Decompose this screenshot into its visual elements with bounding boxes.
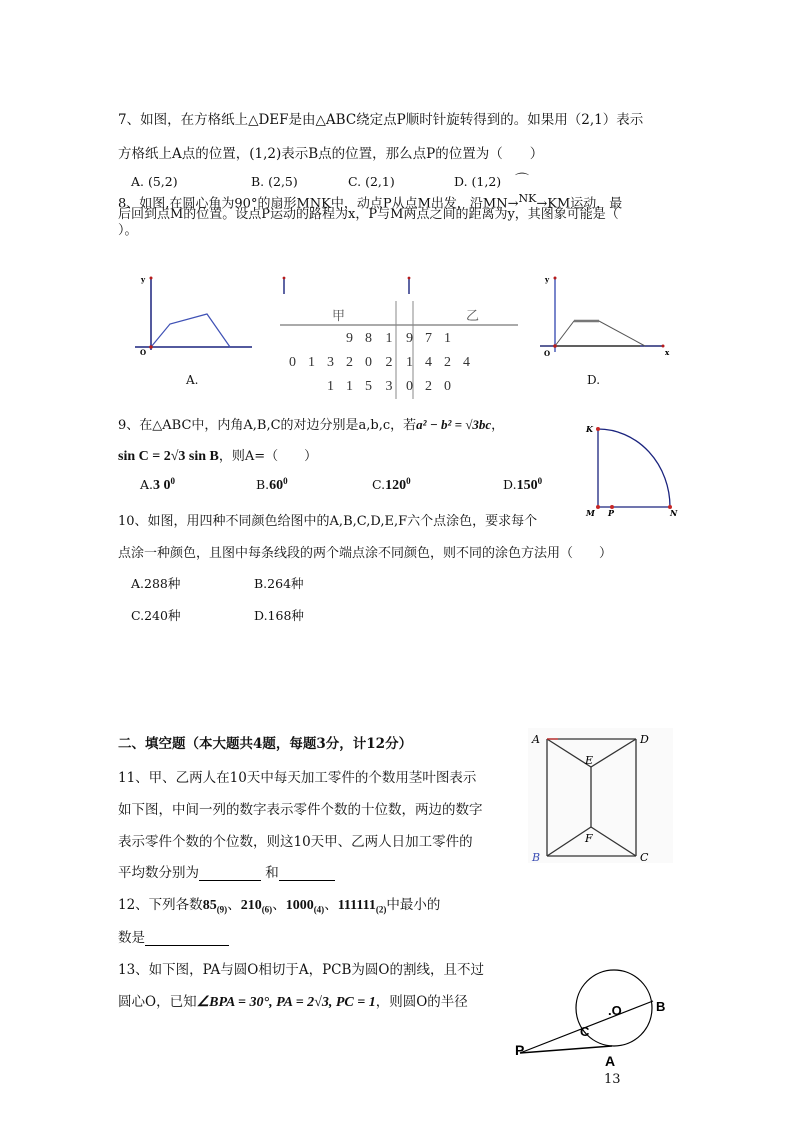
circle-tangent-figure — [515, 962, 680, 1072]
q12-line-1: 12、下列各数$85_{(9)}$、$210_{(6)}$、$1000_{(4)}$、$111111_{(2)}$中最小的 — [118, 897, 441, 915]
q13-text-a: 圆心O，已知 — [118, 994, 197, 1010]
q11-and: 和 — [261, 865, 279, 881]
point-a-label: A — [532, 733, 540, 746]
axis-y-label: y — [141, 275, 146, 284]
graph-d-label: D. — [587, 373, 601, 387]
q9-comma: ， — [491, 418, 505, 433]
point-d-label: D — [640, 733, 649, 746]
q10-option-d: D.168种 — [254, 608, 304, 623]
q8-line-3: ）。 — [118, 223, 138, 238]
q9-option-b: $B.60^0$ — [256, 476, 288, 494]
q7-option-d: D. (1,2) — [454, 174, 502, 189]
q11-line-3: 表示零件个数的个位数，则这10天甲、乙两人日加工零件的 — [118, 834, 473, 850]
answer-blank-3[interactable] — [145, 931, 229, 946]
q11-text: 平均数分别为 — [118, 865, 199, 881]
q12-suffix: 中最小的 — [386, 897, 441, 913]
q9-equation-1: a² − b² = √3bc — [416, 417, 492, 432]
axis-y-label: y — [545, 275, 550, 284]
point-p-label: P — [515, 1042, 525, 1058]
point-n-label: N — [670, 508, 678, 518]
graph-a-label: A. — [186, 373, 199, 387]
q11-line-2: 如下图，中间一列的数字表示零件个数的十位数，两边的数字 — [118, 802, 483, 818]
point-b-label: B — [656, 999, 666, 1014]
arc-symbol: ⌒ — [515, 173, 529, 189]
point-p-label: P — [608, 508, 615, 518]
q13-line-1: 13、如下图，PA与圆O相切于A，PCB为圆O的割线，且不过 — [118, 962, 484, 978]
q9-text-2: ，则A=（ ） — [218, 449, 318, 464]
arrow-icon: → — [507, 196, 519, 212]
q8-nk: NK — [518, 192, 537, 205]
arrow-icon: → — [536, 196, 548, 212]
q9-line-2 — [118, 445, 317, 465]
q7-option-c: C. (2,1) — [348, 174, 395, 189]
stem-leaf-header-jia: 甲 — [332, 309, 346, 324]
q10-option-c: C.240种 — [131, 608, 181, 623]
q8-line-2: 后回到点M的位置。设点P运动的路程为x，P与M两点之间的距离为y，其图象可能是（ — [118, 207, 619, 222]
q13-equation: ∠BPA = 30°, PA = 2√3, PC = 1 — [196, 995, 376, 1010]
q12-text: 数是 — [118, 930, 145, 946]
q9-option-d: D.150$^0$ — [503, 476, 543, 494]
q10-line-2: 点涂一种颜色，且图中每条线段的两个端点涂不同颜色，则不同的涂色方法用（ ） — [118, 546, 613, 561]
center-o-label: .O — [608, 1003, 622, 1018]
q7-option-b: B. (2,5) — [251, 174, 298, 189]
q7-option-a: A. (5,2) — [131, 174, 178, 189]
q7-line-2: 方格纸上A点的位置，(1,2)表示B点的位置，那么点P的位置为（ ） — [118, 146, 544, 162]
answer-blank-2[interactable] — [279, 866, 335, 881]
q9-line-1 — [118, 414, 504, 433]
q10-option-b: B.264种 — [254, 576, 304, 591]
sector-mnk-figure — [582, 418, 682, 518]
point-b-label: B — [532, 851, 541, 863]
q13-text-b: ，则圆O的半径 — [375, 994, 468, 1010]
q8-text-b: KM运动，最 — [547, 196, 623, 212]
q11-line-1: 11、甲、乙两人在10天中每天加工零件的个数用茎叶图表示 — [118, 770, 477, 786]
q12-prefix: 12、下列各数 — [118, 897, 203, 913]
q8-text-a: 8、如图,在圆心角为90°的扇形MNK中，动点P从点M出发，沿MN — [118, 196, 508, 212]
stem-leaf-row: 1 1 5 3 0 2 0 — [327, 379, 451, 394]
stem-leaf-table — [283, 327, 476, 399]
origin-label: O — [140, 348, 147, 357]
stem-leaf-row: 9 8 1 9 7 1 — [346, 331, 451, 346]
point-c-label: C — [640, 851, 649, 863]
q9-equation-2: sin C = 2√3 sin B — [118, 449, 219, 464]
stem-leaf-row: 0 1 3 2 0 2 1 4 2 4 — [289, 355, 470, 370]
q13-line-2 — [118, 990, 468, 1011]
figure-abcdef — [528, 728, 673, 863]
stem-leaf-plot — [280, 301, 520, 399]
axis-stub-2 — [403, 274, 415, 296]
origin-label: O — [544, 349, 551, 358]
q7-line-1: 7、如图，在方格纸上△DEF是由△ABC绕定点P顺时针旋转得到的。如果用（2,1）表示 — [118, 112, 644, 128]
point-e-label: E — [585, 754, 594, 767]
q11-line-4 — [118, 861, 335, 881]
axis-stub-1 — [278, 274, 290, 296]
q12-line-2 — [118, 926, 229, 946]
point-k-label: K — [586, 424, 593, 434]
graph-d — [535, 270, 675, 360]
point-c-label: C — [580, 1024, 590, 1039]
point-f-label: F — [585, 832, 593, 845]
point-a-label: A — [605, 1053, 616, 1069]
q9-option-a: A.3 $0^0$ — [140, 476, 176, 494]
answer-blank-1[interactable] — [199, 866, 261, 881]
axis-x-label: x — [665, 348, 670, 357]
q9-text: 9、在△ABC中，内角A,B,C的对边分别是a,b,c，若 — [118, 418, 417, 433]
graph-a — [130, 270, 260, 360]
q10-option-a: A.288种 — [131, 576, 181, 591]
q9-option-c: C.120$^0$ — [372, 476, 411, 494]
point-m-label: M — [586, 508, 595, 518]
stem-leaf-header-yi: 乙 — [466, 309, 480, 324]
page-number: 13 — [604, 1072, 621, 1087]
section-2-heading: 二、填空题（本大题共4题，每题3分，计12分） — [118, 736, 413, 752]
q10-line-1: 10、如图，用四种不同颜色给图中的A,B,C,D,E,F六个点涂色，要求每个 — [118, 514, 538, 529]
